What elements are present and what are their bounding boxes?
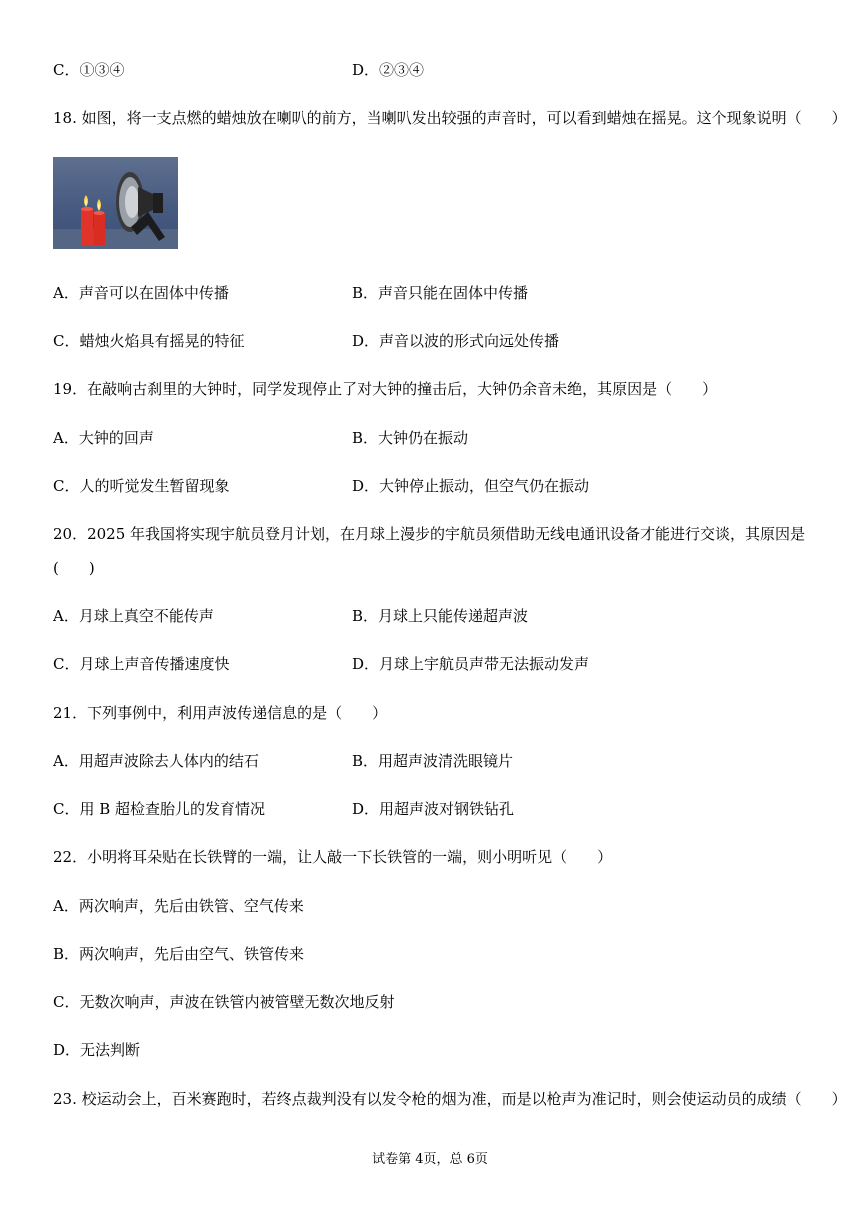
q17-option-d: D．②③④ xyxy=(352,61,425,79)
q22-option-c: C．无数次响声，声波在铁管内被管壁无数次地反射 xyxy=(53,993,395,1011)
q20-option-c: C．月球上声音传播速度快 xyxy=(53,655,230,673)
q18-option-c: C．蜡烛火焰具有摇晃的特征 xyxy=(53,332,245,350)
q19-stem: 19．在敲响古刹里的大钟时，同学发现停止了对大钟的撞击后，大钟仍余音未绝，其原因是（ ） xyxy=(53,380,718,398)
q19-option-a: A．大钟的回声 xyxy=(53,429,154,447)
q22-option-d: D．无法判断 xyxy=(53,1041,141,1059)
q19-option-d: D．大钟停止振动，但空气仍在振动 xyxy=(352,477,590,495)
q17-option-c: C．①③④ xyxy=(53,61,125,79)
q23-stem: 23. 校运动会上，百米赛跑时，若终点裁判没有以发令枪的烟为准，而是以枪声为准记时，则会使运动员的成绩（ ） xyxy=(53,1090,847,1108)
q20-stem-line1: 20．2025 年我国将实现宇航员登月计划，在月球上漫步的宇航员须借助无线电通讯设备才能进行交谈，其原因是 xyxy=(53,525,806,543)
q18-option-d: D．声音以波的形式向远处传播 xyxy=(352,332,560,350)
q21-option-c: C．用 B 超检查胎儿的发育情况 xyxy=(53,800,266,818)
q21-stem: 21．下列事例中，利用声波传递信息的是（ ） xyxy=(53,704,388,722)
q21-option-a: A．用超声波除去人体内的结石 xyxy=(53,752,259,770)
q18-stem: 18. 如图，将一支点燃的蜡烛放在喇叭的前方，当喇叭发出较强的声音时，可以看到蜡烛在摇晃。这个现象说明（ ） xyxy=(53,109,847,127)
q20-option-a: A．月球上真空不能传声 xyxy=(53,607,214,625)
candle-speaker-photo xyxy=(53,157,178,249)
q22-option-b: B．两次响声，先后由空气、铁管传来 xyxy=(53,945,305,963)
q18-option-a: A．声音可以在固体中传播 xyxy=(53,284,229,302)
q19-option-c: C．人的听觉发生暂留现象 xyxy=(53,477,230,495)
q21-option-b: B．用超声波清洗眼镜片 xyxy=(352,752,514,770)
q22-stem: 22．小明将耳朵贴在长铁臂的一端，让人敲一下长铁管的一端，则小明听见（ ） xyxy=(53,848,613,866)
q18-option-b: B．声音只能在固体中传播 xyxy=(352,284,529,302)
q22-option-a: A．两次响声，先后由铁管、空气传来 xyxy=(53,897,304,915)
q21-option-d: D．用超声波对钢铁钻孔 xyxy=(352,800,515,818)
q19-option-b: B．大钟仍在振动 xyxy=(352,429,469,447)
q20-option-d: D．月球上宇航员声带无法振动发声 xyxy=(352,655,590,673)
q20-option-b: B．月球上只能传递超声波 xyxy=(352,607,529,625)
q20-stem-line2: ( ) xyxy=(53,559,95,577)
page-footer: 试卷第 4页，总 6页 xyxy=(372,1152,488,1167)
